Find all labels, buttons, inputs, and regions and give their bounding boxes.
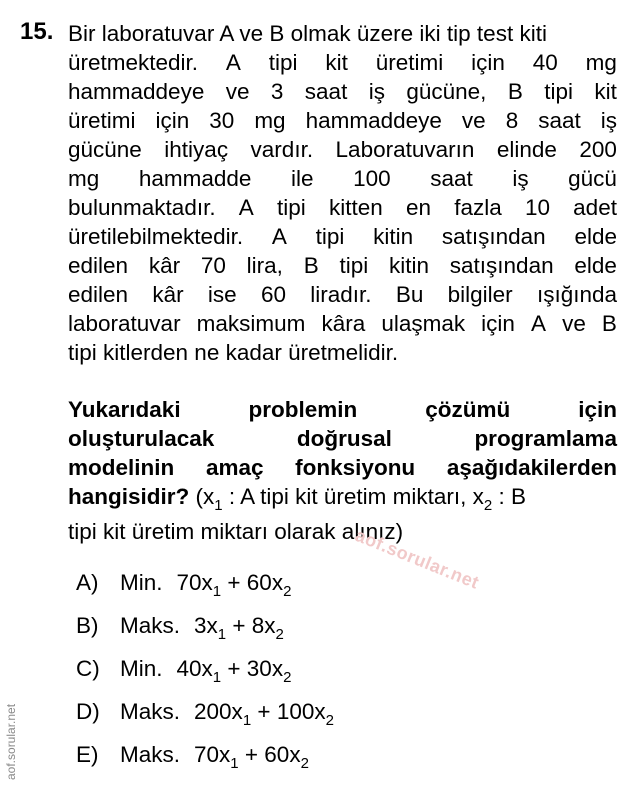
stem-word: Laboratuvarın [335, 137, 475, 162]
subscript: 1 [217, 626, 227, 643]
stem-line [68, 338, 617, 367]
stem-word: elinde [496, 137, 557, 162]
stem-word: A [531, 311, 547, 336]
subscript: 1 [214, 497, 223, 514]
prompt-bold-word: çözümü [425, 397, 511, 422]
stem-word: tipi kitlerden ne kadar üretmelidir. [68, 340, 399, 365]
stem-word: mg [254, 108, 286, 133]
option-operator: + [238, 742, 265, 767]
stem-word: saat [538, 108, 581, 133]
prompt-bold-word: için [578, 397, 617, 422]
option-text[interactable] [120, 699, 334, 729]
stem-word: elde [574, 253, 617, 278]
option-text[interactable] [120, 613, 284, 643]
stem-word: üretimi [68, 108, 136, 133]
subscript: 1 [230, 755, 239, 772]
stem-word: tipi [544, 79, 573, 104]
prompt-text: : B [492, 484, 527, 509]
stem-word: saat [304, 79, 348, 104]
stem-word: iş [600, 108, 617, 133]
option-term: 3x [194, 613, 218, 638]
stem-word: gücü [568, 166, 617, 191]
stem-word: mg [68, 166, 100, 191]
stem-word: 70 [200, 253, 226, 278]
stem-line [68, 222, 617, 251]
stem-word: hammadde [138, 166, 252, 191]
stem-word: 3 [270, 79, 284, 104]
stem-word: 30 [209, 108, 235, 133]
option-text[interactable] [120, 656, 292, 686]
stem-word: vardır. [250, 137, 314, 162]
stem-word: kit [325, 50, 348, 75]
stem-word: satışından [441, 224, 546, 249]
stem-word: 10 [524, 195, 550, 220]
option-prefix: Min. [120, 570, 163, 595]
stem-word: kâr [148, 253, 181, 278]
option-term: 100x [276, 699, 326, 724]
prompt-line [68, 453, 617, 482]
prompt-text: (x [189, 484, 215, 509]
stem-word: laboratuvar [68, 311, 181, 336]
stem-word: üretmektedir. [68, 50, 199, 75]
stem-word: satışından [449, 253, 554, 278]
option-operator: + [221, 570, 247, 595]
subscript: 1 [212, 583, 222, 600]
stem-word: kit [594, 79, 617, 104]
stem-word: ve [225, 79, 250, 104]
stem-word: ise [207, 282, 237, 307]
prompt-bold-word: oluşturulacak [68, 426, 215, 451]
stem-line [68, 193, 617, 222]
stem-word: hammaddeye [68, 79, 205, 104]
option-letter[interactable]: D) [76, 699, 100, 724]
option-letter[interactable]: E) [76, 742, 99, 767]
stem-word: mg [585, 50, 617, 75]
stem-word: 200 [579, 137, 617, 162]
option-operator: + [221, 656, 247, 681]
stem-line [68, 309, 617, 338]
stem-line [68, 19, 617, 48]
option-term: 60x [246, 570, 284, 595]
prompt-bold-word: aşağıdakilerden [446, 455, 617, 480]
prompt-bold-word: amaç [205, 455, 264, 480]
stem-word: ışığında [536, 282, 617, 307]
prompt-text: : A tipi kit üretim miktarı, x [222, 484, 484, 509]
stem-word: 100 [353, 166, 391, 191]
subscript: 1 [212, 669, 222, 686]
stem-word: ulaşmak [381, 311, 466, 336]
stem-word: kitten [328, 195, 383, 220]
option-term: 60x [264, 742, 301, 767]
option-letter[interactable]: C) [76, 656, 100, 681]
stem-word: bulunmaktadır. [68, 195, 216, 220]
stem-line [68, 164, 617, 193]
option-prefix: Maks. [120, 699, 181, 724]
stem-word: tipi [339, 253, 369, 278]
prompt-bold-word: fonksiyonu [295, 455, 416, 480]
prompt-line [68, 482, 617, 514]
prompt-line: tipi kit üretim miktarı olarak alınız) [68, 519, 404, 544]
stem-word: ihtiyaç [164, 137, 229, 162]
stem-word: edilen [68, 282, 129, 307]
stem-line [68, 77, 617, 106]
option-prefix: Maks. [120, 613, 181, 638]
stem-word: üretilebilmektedir. [68, 224, 244, 249]
prompt-bold-word: doğrusal [296, 426, 392, 451]
stem-word: B [303, 253, 319, 278]
stem-word: edilen [68, 253, 129, 278]
option-term: 70x [176, 570, 213, 595]
stem-word: için [155, 108, 190, 133]
subscript: 2 [325, 712, 334, 729]
stem-line [68, 48, 617, 77]
stem-word: ve [562, 311, 586, 336]
stem-line [68, 251, 617, 280]
stem-word: 40 [532, 50, 558, 75]
stem-word: Bu [395, 282, 424, 307]
option-operator: + [251, 699, 277, 724]
option-term: 8x [251, 613, 276, 638]
stem-word: tipi [315, 224, 345, 249]
question-number: 15. [20, 18, 54, 45]
stem-word: iş [512, 166, 529, 191]
subscript: 2 [483, 497, 493, 514]
option-letter[interactable]: A) [76, 570, 99, 595]
prompt-line [68, 395, 617, 424]
stem-word: gücüne, [406, 79, 487, 104]
stem-word: A [271, 224, 287, 249]
stem-word: hammaddeye [305, 108, 442, 133]
option-term: 30x [246, 656, 284, 681]
prompt-bold-word: modelinin [68, 455, 175, 480]
stem-word: ve [461, 108, 486, 133]
option-prefix: Min. [120, 656, 163, 681]
option-term: 70x [194, 742, 231, 767]
option-text[interactable] [120, 570, 292, 600]
prompt-bold-word: Yukarıdaki [68, 397, 181, 422]
stem-word: tipi [268, 50, 298, 75]
stem-word: kâr [152, 282, 184, 307]
stem-word: tipi [277, 195, 306, 220]
stem-word: lira, [246, 253, 283, 278]
stem-word: gücüne [68, 137, 142, 162]
option-letter[interactable]: B) [76, 613, 99, 638]
stem-word: iş [368, 79, 385, 104]
option-term: 200x [194, 699, 243, 724]
prompt-line [68, 424, 617, 453]
subscript: 2 [275, 626, 284, 643]
stem-word: kitin [389, 253, 430, 278]
stem-line [68, 106, 617, 135]
prompt-bold-word: hangisidir? [68, 484, 190, 509]
stem-word: üretimi [375, 50, 444, 75]
stem-word: adet [573, 195, 617, 220]
option-prefix: Maks. [120, 742, 181, 767]
stem-word: kitin [373, 224, 414, 249]
stem-word: saat [430, 166, 473, 191]
watermark: aof.sorular.net [352, 525, 482, 593]
stem-word: en [405, 195, 431, 220]
stem-word: B [601, 311, 617, 336]
stem-word: Bir laboratuvar A ve B olmak üzere iki tip test kiti [68, 21, 547, 46]
option-text[interactable] [120, 742, 309, 772]
side-watermark: aof.sorular.net [4, 703, 18, 780]
stem-word: elde [574, 224, 617, 249]
stem-word: A [225, 50, 241, 75]
stem-word: maksimum [196, 311, 306, 336]
stem-word: 8 [505, 108, 519, 133]
prompt-bold-word: programlama [474, 426, 617, 451]
subscript: 2 [283, 583, 292, 600]
stem-word: bilgiler [447, 282, 513, 307]
option-term: 40x [176, 656, 213, 681]
stem-word: için [471, 50, 505, 75]
option-operator: + [226, 613, 252, 638]
stem-word: B [507, 79, 523, 104]
stem-word: A [238, 195, 254, 220]
stem-word: liradır. [310, 282, 372, 307]
prompt-bold-word: problemin [248, 397, 358, 422]
stem-word: için [481, 311, 515, 336]
stem-word: 60 [260, 282, 286, 307]
stem-line [68, 280, 617, 309]
stem-word: kâra [321, 311, 366, 336]
subscript: 2 [300, 755, 309, 772]
stem-word: ile [291, 166, 314, 191]
stem-word: fazla [454, 195, 502, 220]
subscript: 1 [242, 712, 252, 729]
subscript: 2 [283, 669, 292, 686]
stem-line [68, 135, 617, 164]
